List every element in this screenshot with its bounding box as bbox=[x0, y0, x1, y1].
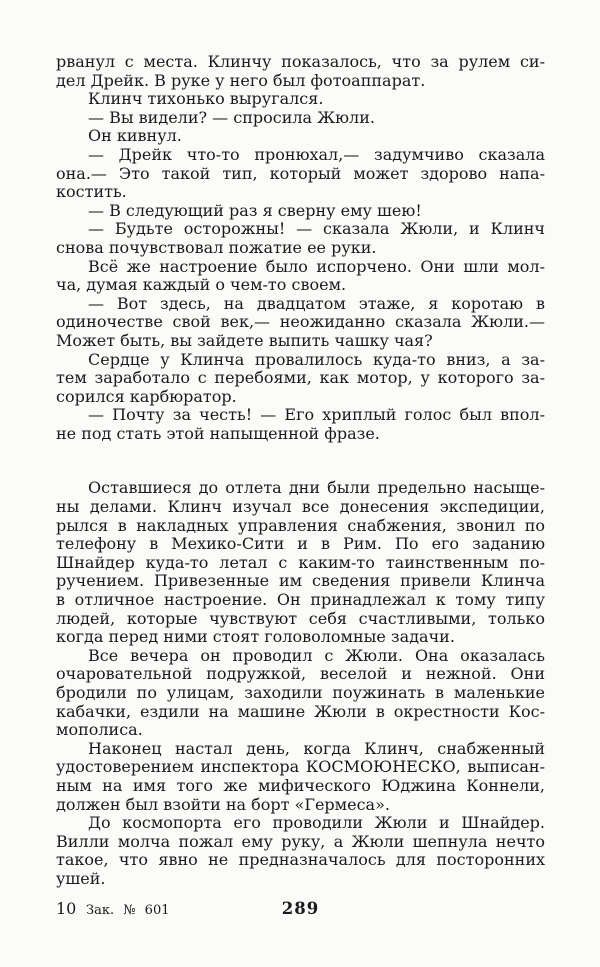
paragraph bbox=[56, 90, 545, 109]
text-line: Вилли молча пожал ему руку, а Жюли шепнула нечто bbox=[56, 831, 545, 851]
text-line: рылся в накладных управления снабжения, звонил по bbox=[56, 515, 545, 535]
text-line: в отличное настроение. Он принадлежал к тому типу bbox=[56, 590, 545, 610]
text-line: — Почту за честь! — Его хриплый голос был впол- bbox=[88, 405, 545, 425]
text-line: — В следующий раз я сверну ему шею! bbox=[88, 200, 422, 220]
text-line: костить. bbox=[56, 182, 127, 202]
text-line: такое, что явно не предназначалось для посторонних bbox=[56, 850, 545, 870]
text-line: удостоверением инспектора КОСМОЮНЕСКО, выписан- bbox=[56, 757, 545, 777]
paragraph bbox=[56, 479, 545, 646]
text-line: Шнайдер куда-то летал с каким-то таинственным по- bbox=[56, 552, 545, 572]
section-1 bbox=[56, 53, 545, 443]
page-text bbox=[56, 53, 545, 889]
text-line: — Вы видели? — спросила Жюли. bbox=[88, 107, 375, 127]
text-line: людей, которые чувствуют себя счастливыми, только bbox=[56, 608, 545, 628]
text-line: Сердце у Клинча провалилось куда-то вниз, а за- bbox=[88, 349, 545, 369]
text-line: Он кивнул. bbox=[88, 126, 182, 146]
text-line: рванул с места. Клинчу показалось, что за рулем си- bbox=[56, 52, 545, 71]
text-line: — Дрейк что-то пронюхал,— задумчиво сказала bbox=[88, 144, 545, 164]
paragraph bbox=[56, 647, 545, 740]
paragraph bbox=[56, 109, 545, 128]
paragraph bbox=[56, 406, 545, 443]
text-line: Может быть, вы зайдете выпить чашку чая? bbox=[56, 330, 433, 350]
text-line: снова почувствовал пожатие ее руки. bbox=[56, 237, 377, 257]
text-line: она.— Это такой тип, который может здорово напа- bbox=[56, 163, 545, 183]
paragraph bbox=[56, 258, 545, 295]
text-line: Оставшиеся до отлета дни были предельно насыще- bbox=[88, 478, 545, 498]
text-line: не под стать этой напыщенной фразе. bbox=[56, 423, 380, 443]
page-number: 289 bbox=[281, 899, 320, 918]
text-line: должен был взойти на борт «Гермеса». bbox=[56, 794, 390, 814]
paragraph bbox=[56, 814, 545, 888]
text-line: когда перед ними стоят головоломные задачи. bbox=[56, 627, 455, 647]
paragraph bbox=[56, 127, 545, 146]
text-line: кабачки, ездили на машине Жюли в окрестности Кос- bbox=[56, 701, 545, 721]
text-line: тем заработало с перебоями, как мотор, у которого за- bbox=[56, 368, 545, 388]
print-order-label: Зак. № 601 bbox=[86, 903, 170, 918]
paragraph bbox=[56, 740, 545, 814]
page-footer bbox=[56, 899, 545, 921]
text-line: — Вот здесь, на двадцатом этаже, я коротаю в bbox=[88, 293, 545, 313]
text-line: ным на имя того же мифического Юджина Коннели, bbox=[56, 775, 545, 795]
text-line: — Будьте осторожны! — сказала Жюли, и Клинч bbox=[88, 219, 545, 239]
text-line: ушей. bbox=[56, 868, 106, 888]
print-signature-number: 10 bbox=[56, 899, 77, 918]
text-line: Все вечера он проводил с Жюли. Она оказалась bbox=[88, 645, 545, 665]
text-line: телефону в Мехико-Сити и в Рим. По его заданию bbox=[56, 534, 545, 554]
text-line: Наконец настал день, когда Клинч, снабженный bbox=[88, 738, 545, 758]
text-line: одиночестве свой век,— неожиданно сказала Жюли.— bbox=[56, 312, 545, 332]
paragraph bbox=[56, 202, 545, 221]
paragraph bbox=[56, 53, 545, 90]
text-line: Клинч тихонько выругался. bbox=[88, 89, 324, 109]
text-line: ча, думая каждый о чем-то своем. bbox=[56, 275, 347, 295]
text-line: мополиса. bbox=[56, 720, 143, 740]
paragraph bbox=[56, 351, 545, 407]
paragraph bbox=[56, 295, 545, 351]
text-line: До космопорта его проводили Жюли и Шнайдер. bbox=[88, 813, 545, 833]
text-line: ны делами. Клинч изучал все донесения экспедиции, bbox=[56, 497, 545, 517]
text-line: сорился карбюратор. bbox=[56, 386, 237, 406]
text-line: ручением. Привезенные им сведения привели Клинча bbox=[56, 571, 545, 591]
paragraph bbox=[56, 146, 545, 202]
text-line: дел Дрейк. В руке у него был фотоаппарат. bbox=[56, 70, 426, 90]
text-line: Всё же настроение было испорчено. Они шли мол- bbox=[88, 256, 545, 276]
text-line: бродили по улицам, заходили поужинать в маленькие bbox=[56, 683, 545, 702]
section-2 bbox=[56, 479, 545, 888]
paragraph bbox=[56, 220, 545, 257]
text-line: очаровательной подружкой, веселой и нежной. Они bbox=[56, 664, 545, 684]
